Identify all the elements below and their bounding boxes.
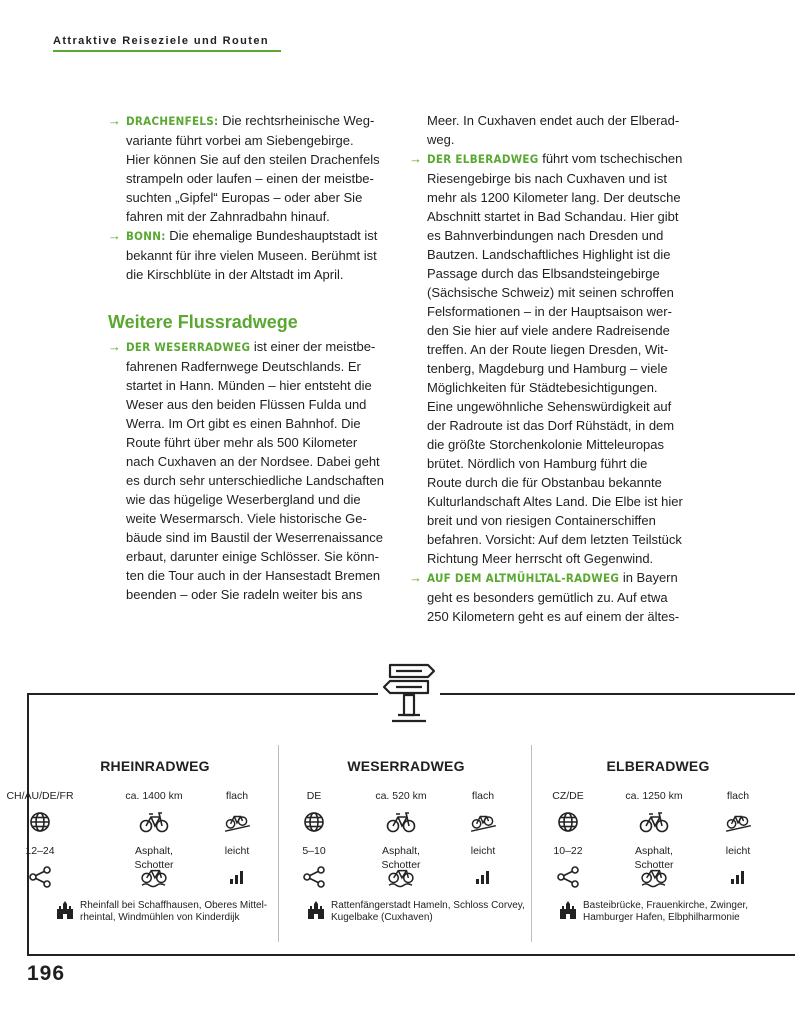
- text-line: Passage durch das Elbsandsteingebirge: [427, 266, 660, 281]
- header-rule: [53, 50, 281, 52]
- arrow-icon: →: [108, 228, 121, 243]
- text-line: variante führt vorbei am Siebengebirge.: [126, 133, 354, 148]
- paragraph-bonn: [108, 226, 393, 284]
- sights-text: Rattenfängerstadt Hameln, Schloss Corvey,: [331, 900, 525, 911]
- stages-label: 5–10: [302, 845, 326, 857]
- text-line: ten die Tour auch in der Hansestadt Bremen: [126, 568, 381, 583]
- paragraph-continuation: [409, 111, 694, 149]
- share-nodes-icon: [302, 866, 326, 888]
- terrain-label: flach: [471, 790, 495, 802]
- text-line: geht es besonders gemütlich zu. Auf etwa: [427, 590, 668, 605]
- text-line: tenberg, Magdeburg und Hamburg – viele: [427, 361, 668, 376]
- route-difficulty: [448, 844, 518, 888]
- text-line: startet in Hann. Münden – hier entsteht die: [126, 378, 372, 393]
- arrow-icon: →: [108, 339, 121, 354]
- text-line: (Sächsische Schweiz) mit seinen schroffen: [427, 285, 674, 300]
- route-length: [366, 789, 436, 833]
- text-line: fahrenen Radfernwege Deutschlands. Er: [126, 359, 361, 374]
- text-line: fahren mit der Zahnradbahn hinauf.: [126, 209, 330, 224]
- text-line: den Sie hier auf viele andere Radreisende: [427, 323, 670, 338]
- countries-label: DE: [306, 790, 322, 802]
- length-label: ca. 520 km: [375, 790, 427, 802]
- route-surface: [119, 844, 189, 888]
- text-line: weite Wesermarsch. Viele historische Ge-: [126, 511, 367, 526]
- text-line: es Bahnverbindungen nach Dresden und: [427, 228, 664, 243]
- left-column: [108, 111, 393, 604]
- text-line: wie das hügelige Weserbergland und die: [126, 492, 361, 507]
- text-line: ist einer der meistbe-: [253, 339, 376, 354]
- route-length: [619, 789, 689, 833]
- countries-label: CH/AU/DE/FR: [6, 790, 74, 802]
- difficulty-label: leicht: [470, 845, 496, 857]
- route-terrain: [202, 789, 272, 833]
- route-title: RHEINRADWEG: [100, 758, 210, 774]
- route-terrain: [448, 789, 518, 833]
- surface-label: Asphalt, Schotter: [634, 845, 674, 871]
- route-sights: [563, 900, 793, 924]
- signal-bars-icon: [471, 866, 495, 888]
- stages-label: 10–22: [553, 845, 583, 857]
- text-line: Route durch die für Obstanbau bekannte: [427, 475, 662, 490]
- arrow-icon: →: [108, 113, 121, 128]
- route-terrain: [703, 789, 773, 833]
- globe-icon: [302, 811, 326, 833]
- length-label: ca. 1250 km: [625, 790, 683, 802]
- text-line: befahren. Vorsicht: Auf dem letzten Teilstück: [427, 532, 682, 547]
- keyword-altmuehltal: AUF DEM ALTMÜHLTAL-RADWEG: [427, 571, 620, 585]
- paragraph-elberadweg: [409, 149, 694, 568]
- text-line: Eine ungewöhnliche Sehenswürdigkeit auf: [427, 399, 672, 414]
- text-line: erbaut, darunter einige Schlösser. Sie könn-: [126, 549, 379, 564]
- bicycle-flat-icon: [222, 811, 252, 833]
- route-countries: [5, 789, 75, 833]
- route-stages: [279, 844, 349, 888]
- signal-bars-icon: [726, 866, 750, 888]
- route-countries: [533, 789, 603, 833]
- sights-text: Kugelbake (Cuxhaven): [331, 912, 433, 923]
- sights-text: Basteibrücke, Frauenkirche, Zwinger,: [583, 900, 749, 911]
- text-line: beenden – oder Sie radeln weiter bis ans: [126, 587, 363, 602]
- text-line: strampeln oder laufen – einen der meistbe-: [126, 171, 374, 186]
- text-line: in Bayern: [622, 570, 678, 585]
- route-stages: [533, 844, 603, 888]
- text-line: es durch sehr unterschiedliche Landschaften: [126, 473, 384, 488]
- keyword-elberadweg: DER ELBERADWEG: [427, 152, 539, 166]
- bicycle-flat-icon: [468, 811, 498, 833]
- paragraph-weserradweg: [108, 337, 393, 604]
- difficulty-label: leicht: [224, 845, 250, 857]
- text-line: der Radroute ist das Dorf Rühstädt, in dem: [427, 418, 675, 433]
- share-nodes-icon: [556, 866, 580, 888]
- text-line: Richtung Meer herrscht oft Gegenwind.: [427, 551, 654, 566]
- text-line: Felsformationen – in der Hauptsaison wer-: [427, 304, 672, 319]
- globe-icon: [28, 811, 52, 833]
- bicycle-icon: [139, 811, 169, 833]
- text-line: treffen. An der Route liegen Dresden, Wit-: [427, 342, 669, 357]
- route-sights: [311, 900, 541, 924]
- bicycle-icon: [639, 811, 669, 833]
- text-line: weg.: [427, 132, 455, 147]
- text-line: Abschnitt startet in Bad Schandau. Hier gibt: [427, 209, 679, 224]
- castle-icon: [307, 901, 325, 919]
- bicycle-icon: [386, 811, 416, 833]
- castle-icon: [56, 901, 74, 919]
- route-title: ELBERADWEG: [606, 758, 710, 774]
- share-nodes-icon: [28, 866, 52, 888]
- signal-bars-icon: [225, 866, 249, 888]
- bicycle-flat-icon: [723, 811, 753, 833]
- castle-icon: [559, 901, 577, 919]
- terrain-label: flach: [225, 790, 249, 802]
- text-line: Die ehemalige Bundeshauptstadt ist: [169, 228, 378, 243]
- countries-label: CZ/DE: [552, 790, 584, 802]
- sights-text: Rheinfall bei Schaffhausen, Oberes Mittel-: [80, 900, 268, 911]
- text-line: Hier können Sie auf den steilen Drachenfels: [126, 152, 380, 167]
- route-sights: [60, 900, 290, 924]
- signpost-icon: [378, 659, 440, 725]
- text-line: Weser aus den beiden Flüssen Fulda und: [126, 397, 367, 412]
- text-line: suchten „Gipfel“ Europas – oder aber Sie: [126, 190, 363, 205]
- text-line: die Kirschblüte in der Altstadt im April.: [126, 267, 344, 282]
- text-line: die größte Storchenkolonie Mitteleuropas: [427, 437, 665, 452]
- text-line: Route führt über mehr als 500 Kilometer: [126, 435, 358, 450]
- keyword-bonn: BONN:: [126, 229, 166, 243]
- paragraph-altmuehltal: [409, 568, 694, 626]
- keyword-weserradweg: DER WESERRADWEG: [126, 340, 251, 354]
- route-surface: [619, 844, 689, 888]
- route-surface: [366, 844, 436, 888]
- arrow-icon: →: [409, 151, 422, 166]
- text-line: Möglichkeiten für Städtebesichtigungen.: [427, 380, 658, 395]
- route-difficulty: [202, 844, 272, 888]
- route-stages: [5, 844, 75, 888]
- text-line: führt vom tschechischen: [542, 151, 683, 166]
- text-line: bäude sind im Baustil der Weserrenaissance: [126, 530, 384, 545]
- text-line: nach Cuxhaven an der Nordsee. Dabei geht: [126, 454, 380, 469]
- page-number: 196: [27, 962, 66, 985]
- text-line: Riesengebirge bis nach Cuxhaven und ist: [427, 171, 667, 186]
- text-line: Kulturlandschaft Altes Land. Die Elbe ist hier: [427, 494, 683, 509]
- column-divider: [531, 745, 532, 942]
- text-line: breit und von riesigen Containerschiffen: [427, 513, 656, 528]
- text-line: bekannt für ihre vielen Museen. Berühmt ist: [126, 248, 377, 263]
- section-heading: Weitere Flussradwege: [108, 312, 298, 332]
- route-difficulty: [703, 844, 773, 888]
- text-line: Bautzen. Landschaftliches Highlight ist die: [427, 247, 671, 262]
- text-line: 250 Kilometern geht es auf einem der ältes-: [427, 609, 680, 624]
- surface-label: Asphalt, Schotter: [381, 845, 421, 871]
- length-label: ca. 1400 km: [125, 790, 183, 802]
- route-countries: [279, 789, 349, 833]
- text-line: brütet. Nördlich von Hamburg führt die: [427, 456, 648, 471]
- terrain-label: flach: [726, 790, 750, 802]
- paragraph-drachenfels: [108, 111, 393, 226]
- right-column: [409, 111, 694, 626]
- sights-text: Hamburger Hafen, Elbphilharmonie: [583, 912, 740, 923]
- text-line: Werra. Im Ort gibt es einen Bahnhof. Die: [126, 416, 361, 431]
- keyword-drachenfels: DRACHENFELS:: [126, 114, 219, 128]
- stages-label: 12–24: [25, 845, 55, 857]
- sights-text: rheintal, Windmühlen von Kinderdijk: [80, 912, 240, 923]
- route-title: WESERRADWEG: [347, 758, 465, 774]
- difficulty-label: leicht: [725, 845, 751, 857]
- text-line: Die rechtsrheinische Weg-: [222, 113, 375, 128]
- route-length: [119, 789, 189, 833]
- globe-icon: [556, 811, 580, 833]
- text-line: mehr als 1200 Kilometer lang. Der deutsche: [427, 190, 681, 205]
- text-line: Meer. In Cuxhaven endet auch der Elberad-: [427, 113, 680, 128]
- running-header: Attraktive Reiseziele und Routen: [53, 35, 269, 47]
- surface-label: Asphalt, Schotter: [134, 845, 174, 871]
- arrow-icon: →: [409, 570, 422, 585]
